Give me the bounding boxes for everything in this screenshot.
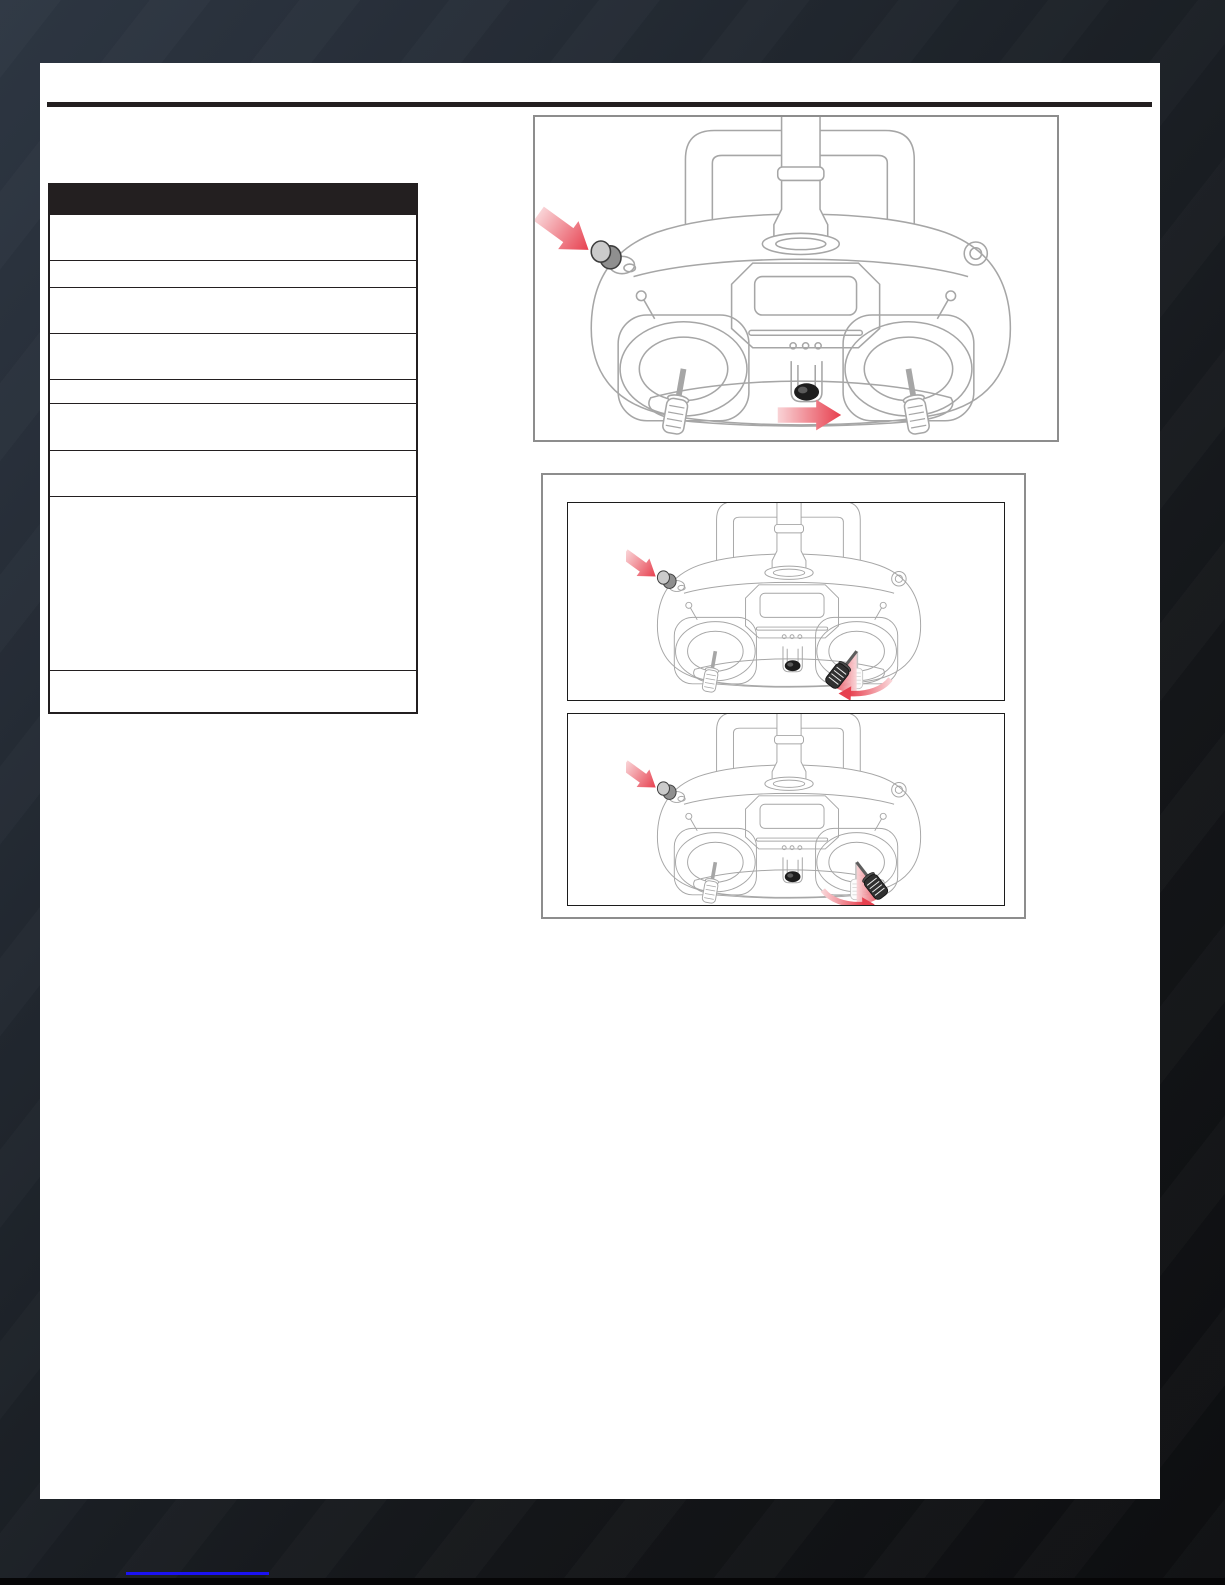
- transmitter-line-drawing: [535, 117, 1010, 435]
- transmitter-line-drawing: [626, 502, 921, 693]
- footer-link-underline[interactable]: [126, 1572, 269, 1575]
- figure-stick-directions: [541, 473, 1026, 919]
- table-header: [50, 185, 416, 215]
- inset-stick-tilt-right: [567, 713, 1005, 906]
- table-row: [50, 670, 416, 712]
- backdrop-bottom-edge: [0, 1578, 1225, 1585]
- table-row: [50, 287, 416, 333]
- inset-stick-tilt-left: [567, 502, 1005, 701]
- table-row: [50, 260, 416, 287]
- figure-transmitter-power: [533, 115, 1059, 442]
- header-rule: [47, 102, 1152, 107]
- spec-table: [48, 183, 418, 714]
- transmitter-illustration: [626, 502, 946, 701]
- table-row: [50, 496, 416, 670]
- table-row: [50, 379, 416, 403]
- table-row: [50, 450, 416, 496]
- transmitter-illustration: [535, 117, 1057, 440]
- table-row: [50, 215, 416, 260]
- table-row: [50, 333, 416, 379]
- transmitter-illustration: [626, 713, 946, 906]
- table-row: [50, 403, 416, 450]
- manual-page: [40, 63, 1160, 1499]
